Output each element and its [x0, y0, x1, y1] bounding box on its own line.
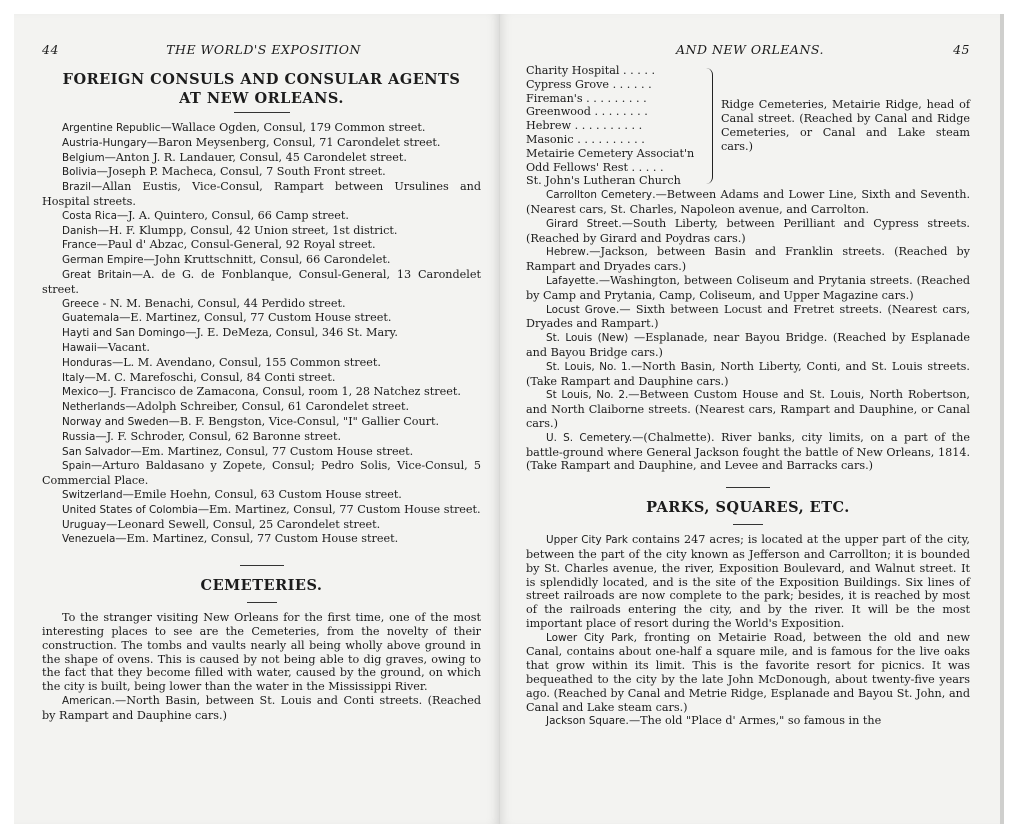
- entry-text: —L. M. Avendano, Consul, 155 Common street.: [112, 355, 381, 369]
- consuls-heading: FOREIGN CONSULS AND CONSULAR AGENTS AT NEW ORLEANS.: [62, 71, 461, 107]
- entry-text: , fronting on Metairie Road, between the old and new Canal, contains about one-half a square mile, and is famous for the live oaks that grow within its limit. This is the favorite resort for picnics. It was bequeathed to the city by the late John McDonough, about twenty-five years ago. (Reached by Canal and Metrie Ridge, Esplanade and Bayou St. John, and Canal and Lake steam cars.): [526, 630, 970, 714]
- entry-name: Honduras: [62, 356, 112, 369]
- list-item: [42, 224, 481, 239]
- cemeteries-heading: CEMETERIES.: [200, 577, 323, 595]
- entry-name: Belgium: [62, 151, 105, 164]
- entry-name: Uruguay: [62, 518, 107, 531]
- list-item: [526, 217, 970, 246]
- page-number-right: 45: [953, 42, 970, 57]
- ridge-cemetery-names: [526, 64, 706, 188]
- list-item: [526, 714, 970, 729]
- ridge-cemeteries-group: [526, 64, 970, 188]
- list-item: [42, 151, 481, 166]
- entry-text: —Paul d' Abzac, Consul-General, 92 Royal street.: [96, 238, 376, 252]
- entry-text: —Arturo Baldasano y Zopete, Consul; Pedro Solis, Vice-Consul, 5 Commercial Place.: [42, 459, 481, 488]
- entry-name: St. Louis (New): [546, 332, 629, 345]
- section-rule: [240, 565, 284, 566]
- right-page: [500, 14, 1004, 824]
- brace-icon: [706, 68, 713, 184]
- list-item: [42, 488, 481, 503]
- list-item: [526, 331, 970, 360]
- list-item: [42, 385, 481, 400]
- entry-text: —Allan Eustis, Vice-Consul, Rampart between Ursulines and Hospital streets.: [42, 180, 481, 208]
- entry-text: —M. C. Marefoschi, Consul, 84 Conti street.: [84, 370, 336, 384]
- ridge-cemetery-name: Masonic . . . . . . . . . .: [526, 132, 645, 146]
- entry-text: —Vacant.: [96, 340, 150, 354]
- entry-name: Costa Rica: [62, 209, 117, 222]
- entry-name: Great Britain: [62, 268, 132, 281]
- heading-rule: [234, 112, 290, 113]
- list-item: [42, 297, 481, 312]
- ridge-cemetery-name: Metairie Cemetery Associat'n: [526, 146, 695, 160]
- entry-name: Hawaii: [62, 341, 97, 354]
- entry-text: —J. E. DeMeza, Consul, 346 St. Mary.: [185, 326, 398, 340]
- list-item: [42, 136, 481, 151]
- entry-text: .—South Liberty, between Perilliant and Cypress streets. (Reached by Girard and Poydras cars.): [526, 216, 970, 245]
- list-item: [42, 165, 481, 180]
- entry-text: —Between Custom House and St. Louis, North Robertson, and North Claiborne streets. (Nearest cars, Rampart and Dauphine, or Canal cars.): [526, 388, 970, 430]
- entry-text: .—Washington, between Coliseum and Prytania streets. (Reached by Camp and Prytania, Camp, Coliseum, and Upper Magazine cars.): [526, 273, 970, 302]
- entry-name: Bolivia: [62, 166, 97, 179]
- entry-text: —E. Martinez, Consul, 77 Custom House street.: [119, 311, 392, 325]
- parks-heading: PARKS, SQUARES, ETC.: [646, 499, 850, 517]
- entry-text: .— Sixth between Locust and Fretret streets. (Nearest cars, Dryades and Rampart.): [526, 302, 970, 331]
- entry-text: —J. Francisco de Zamacona, Consul, room 1, 28 Natchez street.: [98, 385, 461, 399]
- entry-name: France: [62, 239, 97, 252]
- running-header-left: [42, 42, 481, 64]
- entry-text: —Em. Martinez, Consul, 77 Custom House street.: [130, 444, 414, 458]
- list-item: [42, 180, 481, 209]
- ridge-cemetery-name: Fireman's . . . . . . . . .: [526, 91, 647, 105]
- entry-text: —J. F. Schroder, Consul, 62 Baronne street.: [95, 429, 342, 443]
- entry-name: German Empire: [62, 254, 144, 267]
- entry-name: Lafayette: [546, 274, 596, 287]
- list-item: [42, 371, 481, 386]
- list-item: [42, 326, 481, 341]
- entry-name: Greece: [62, 297, 99, 310]
- entry-text: contains 247 acres; is located at the upper part of the city, between the part of the city known as Jefferson and Carrollton; it is bounded by St. Charles avenue, the river, Exposition Boulevard, and Walnut street. It is splendidly located, and is the site of the Exposition Buildings. Six lines of street railroads are now complete to the park; besides, it is reached by most of the railroads entering the city, and by the river. It will be the most important place of resort during the World's Exposition.: [526, 533, 970, 630]
- entry-text: —Esplanade, near Bayou Bridge. (Reached by Esplanade and Bayou Bridge cars.): [526, 331, 971, 359]
- entry-name: Lower City Park: [546, 631, 634, 644]
- list-item: [42, 268, 481, 297]
- entry-text: —J. A. Quintero, Consul, 66 Camp street.: [116, 208, 349, 222]
- entry-text: —Em. Martinez, Consul, 77 Custom House street.: [115, 532, 399, 546]
- entry-text: - N. M. Benachi, Consul, 44 Perdido street.: [99, 296, 346, 310]
- list-item: [526, 388, 970, 430]
- entry-name: Italy: [62, 371, 85, 384]
- entry-name: San Salvador: [62, 445, 131, 458]
- list-item: [42, 445, 481, 460]
- entry-text: —H. F. Klumpp, Consul, 42 Union street, 1st district.: [97, 223, 398, 237]
- list-item: [42, 341, 481, 356]
- entry-text: —Baron Meysenberg, Consul, 71 Carondelet street.: [146, 135, 441, 149]
- entry-name: United States of Colombia: [62, 503, 198, 516]
- entry-name: U. S. Cemetery.: [546, 431, 633, 444]
- list-item: [526, 431, 970, 473]
- ridge-cemetery-name: St. John's Lutheran Church: [526, 174, 681, 188]
- entry-name: Girard Street: [546, 217, 619, 230]
- list-item: [526, 274, 970, 303]
- entry-name: Spain: [62, 460, 92, 473]
- entry-text: —Anton J. R. Landauer, Consul, 45 Carondelet street.: [104, 150, 407, 164]
- section-rule: [726, 487, 770, 488]
- ridge-cemetery-name: Charity Hospital . . . . .: [526, 64, 656, 77]
- list-item: [42, 518, 481, 533]
- entry-name: Argentine Republic: [62, 122, 161, 134]
- entry-name: Danish: [62, 224, 98, 237]
- entry-text: —Adolph Schreiber, Consul, 61 Carondelet street.: [125, 400, 410, 414]
- list-item: [526, 303, 970, 332]
- entry-text: —B. F. Bengston, Vice-Consul, "I" Gallier Court.: [168, 414, 440, 428]
- ridge-cemetery-name: Odd Fellows' Rest . . . . .: [526, 160, 664, 174]
- entry-text: —Wallace Ogden, Consul, 179 Common street.: [160, 121, 426, 134]
- entry-name: American: [62, 694, 112, 707]
- list-item: [526, 533, 970, 631]
- list-item: [42, 311, 481, 326]
- entry-text: —Emile Hoehn, Consul, 63 Custom House street.: [122, 487, 402, 501]
- entry-text: —Em. Martinez, Consul, 77 Custom House street.: [197, 502, 481, 516]
- entry-name: Venezuela: [62, 533, 116, 546]
- list-item: [526, 188, 970, 217]
- list-item: [42, 356, 481, 371]
- cemeteries-intro: To the stranger visiting New Orleans for the first time, one of the most interesting places to see are the Cemeteries, from the novelty of their construction. The tombs and vaults nearly all being wholly above ground in the shape of ovens. This is caused by not being able to dig graves, owing to the fact that they become filled with water, caused by the ground, on which the city is built, being lower than the water in the Mississippi River.: [42, 611, 481, 694]
- running-header-right: [526, 42, 970, 64]
- entry-name: Mexico: [62, 386, 99, 399]
- parks-list: [526, 533, 970, 729]
- cemetery-list: [526, 188, 970, 473]
- list-item: [42, 459, 481, 488]
- heading-rule: [733, 524, 763, 525]
- list-item: [42, 209, 481, 224]
- list-item: [42, 415, 481, 430]
- entry-name: Austria-Hungary: [62, 136, 147, 149]
- entry-text: .—North Basin, between St. Louis and Conti streets. (Reached by Rampart and Dauphine cars.): [42, 693, 481, 722]
- ridge-cemetery-name: Hebrew . . . . . . . . . .: [526, 119, 643, 133]
- ridge-cemeteries-note: Ridge Cemeteries, Metairie Ridge, head of Canal street. (Reached by Canal and Ridge Cemeteries, or Canal and Lake steam cars.): [721, 98, 970, 153]
- list-item: [42, 503, 481, 518]
- left-page: [14, 14, 500, 824]
- list-item: [42, 238, 481, 253]
- entry-text: —A. de G. de Fonblanque, Consul-General, 13 Carondelet street.: [42, 267, 481, 296]
- entry-name: Brazil: [62, 181, 91, 194]
- list-item: [526, 360, 970, 389]
- cemetery-first-entry: [42, 694, 481, 723]
- list-item: [42, 430, 481, 445]
- entry-name: Russia: [62, 430, 96, 443]
- entry-name: Locust Grove: [546, 303, 616, 316]
- list-item: [42, 400, 481, 415]
- list-item: [42, 121, 481, 136]
- entry-name: Hayti and San Domingo: [62, 327, 186, 340]
- entry-text: —(Chalmette). River banks, city limits, on a part of the battle-ground where General Jackson fought the battle of New Orleans, 1814. (Take Rampart and Dauphine, and Levee and Barracks cars.): [526, 430, 970, 473]
- entry-name: Jackson Square: [546, 715, 626, 728]
- entry-name: Upper City Park: [546, 534, 628, 547]
- ridge-cemetery-name: Greenwood . . . . . . . .: [526, 105, 648, 119]
- ridge-cemetery-name: Cypress Grove . . . . . .: [526, 77, 652, 91]
- entry-name: Switzerland: [62, 488, 123, 501]
- entry-text: —Joseph P. Macheca, Consul, 7 South Front street.: [96, 165, 386, 179]
- entry-text: —John Kruttschnitt, Consul, 66 Carondelet.: [143, 253, 391, 267]
- entry-name: Netherlands: [62, 401, 126, 414]
- entry-name: Guatemala: [62, 312, 120, 325]
- entry-text: .—The old "Place d' Armes," so famous in the: [625, 714, 882, 728]
- consul-list: [42, 121, 481, 547]
- entry-name: Carrollton Cemetery: [546, 189, 653, 202]
- entry-name: St Louis, No. 2.: [546, 389, 629, 402]
- page-number-left: 44: [42, 42, 59, 57]
- entry-text: .—Jackson, between Basin and Franklin streets. (Reached by Rampart and Dryades cars.): [526, 245, 970, 274]
- entry-name: Norway and Sweden: [62, 415, 169, 428]
- heading-rule: [247, 602, 277, 603]
- list-item: [526, 245, 970, 274]
- entry-text: .—Between Adams and Lower Line, Sixth and Seventh. (Nearest cars, St. Charles, Napoleon avenue, and Carrolton.: [526, 188, 970, 216]
- list-item: [526, 631, 970, 715]
- entry-text: —Leonard Sewell, Consul, 25 Carondelet street.: [106, 517, 381, 531]
- running-head-left: THE WORLD'S EXPOSITION: [166, 42, 361, 57]
- entry-name: St. Louis, No. 1.: [546, 360, 631, 373]
- list-item: [42, 532, 481, 547]
- entry-name: Hebrew: [546, 246, 586, 259]
- running-head-right: AND NEW ORLEANS.: [676, 42, 824, 57]
- list-item: [42, 253, 481, 268]
- entry-text: —North Basin, North Liberty, Conti, and St. Louis streets. (Take Rampart and Dauphine cars.): [526, 359, 970, 388]
- list-item: [42, 694, 481, 723]
